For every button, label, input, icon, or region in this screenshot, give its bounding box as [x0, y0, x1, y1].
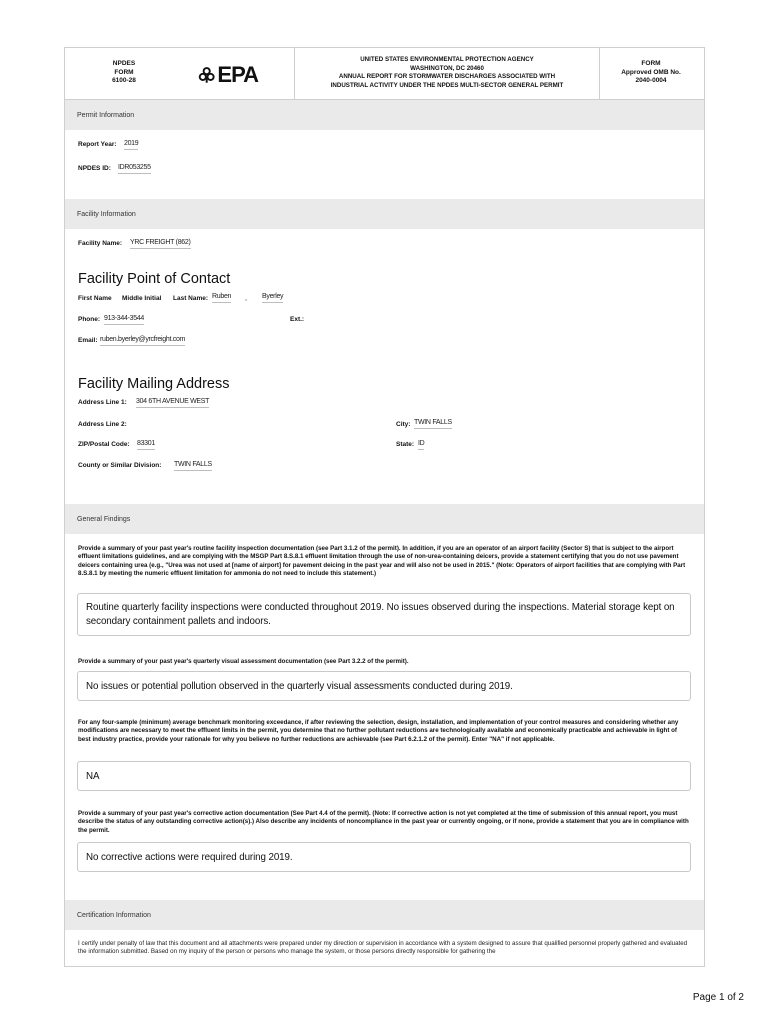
omb-line: FORM: [641, 60, 661, 68]
state-label: State:: [396, 441, 415, 448]
answer-inspection: Routine quarterly facility inspections were conducted throughout 2019. No issues observed during the inspections. Material storage kept on secondary containment pallets and indoors.: [77, 593, 691, 636]
section-title: General Findings: [77, 515, 131, 523]
question-inspection: Provide a summary of your past year's routine facility inspection documentation (see Part 3.1.2 of the permit). In addition, if you are an operator of an airport facility (Sector S) that is subject to the airport effluent limitations guidelines, and are complying with the MSGP Part 8.S.8.1 effluent limitation through the use of non-urea-containing deicers, provide a statement certifying that you do not use pavement deicers containing urea (e.g., "Urea was not used at [name of airport] for pavement deicing in the past year and will also not be used in 2015." (Note: Operators of airport facilities that are complying with Part 8.S.8.1 by meeting the numeric effluent limitation for ammonia do not need to include this statement.): [78, 545, 686, 578]
address-line1-value: 304 6TH AVENUE WEST: [136, 398, 209, 408]
section-title: Certification Information: [77, 911, 151, 919]
agency-line: ANNUAL REPORT FOR STORMWATER DISCHARGES ASSOCIATED WITH: [338, 73, 556, 80]
address-line2-label: Address Line 2:: [78, 421, 127, 428]
email-value: ruben.byerley@yrcfreight.com: [100, 336, 185, 346]
page-indicator: Page 1 of 2: [692, 992, 744, 1003]
answer-visual-assessment: No issues or potential pollution observed in the quarterly visual assessments conducted during 2019.: [77, 671, 691, 701]
section-title: Permit Information: [77, 111, 135, 119]
certification-header: [65, 900, 704, 930]
question-corrective-action: Provide a summary of your past year's corrective action documentation (See Part 4.4 of the permit). (Note: If corrective action is not yet completed at the time of submission of this annual report, you must describe the status of any outstanding corrective action(s).) Also describe any incidents of noncompliance in the past year or currently ongoing, or if none, provide a statement that you are in compliance with the permit.: [78, 810, 689, 834]
section-title: Facility Information: [77, 210, 136, 218]
form-id-line: FORM: [114, 68, 134, 76]
agency-line: UNITED STATES ENVIRONMENTAL PROTECTION AGENCY: [360, 56, 534, 63]
state-value: ID: [418, 440, 424, 450]
answer-benchmark: NA: [77, 761, 691, 791]
epa-flower-icon: [198, 66, 215, 84]
question-benchmark: For any four-sample (minimum) average benchmark monitoring exceedance, if after reviewing the selection, design, installation, and implementation of your control measures and considering whether any modifications are necessary to meet the effluent limits in the permit, you determine that no further pollutant reductions are technologically available and economically practicable and achievable in light of best industry practice, provide your rationale for why you believe no further reductions are achievable (see Part 6.2.1.2 of the permit). Enter "NA" if not applicable.: [78, 719, 679, 743]
phone-label: Phone:: [78, 316, 101, 323]
permit-info-header: [65, 100, 704, 130]
zip-label: ZIP/Postal Code:: [78, 441, 130, 448]
report-year-value: 2019: [124, 140, 138, 150]
facility-name-value: YRC FREIGHT (862): [130, 239, 191, 249]
omb-line: Approved OMB No.: [621, 68, 681, 76]
agency-line: WASHINGTON, DC 20460: [410, 64, 484, 72]
city-value: TWIN FALLS: [414, 419, 452, 429]
email-label: Email:: [78, 337, 98, 344]
contact-heading: Facility Point of Contact: [78, 271, 231, 287]
zip-value: 83301: [137, 440, 155, 450]
npdes-id-label: NPDES ID:: [78, 165, 111, 172]
first-name-label: First Name: [78, 295, 112, 302]
certification-text: I certify under penalty of law that this document and all attachments were prepared under my direction or supervision in accordance with a system designed to assure that qualified personnel properly gathered and evaluated the information submitted. Based on my inquiry of the person or persons who manage the system, or those persons directly responsible for gathering the: [78, 940, 688, 956]
ext-label: Ext.:: [290, 316, 305, 323]
question-visual-assessment: Provide a summary of your past year's quarterly visual assessment documentation (see Part 3.2.2 of the permit).: [78, 658, 409, 665]
facility-name-label: Facility Name:: [78, 240, 123, 247]
facility-info-header: [65, 199, 704, 229]
form-id-block: [64, 47, 184, 99]
report-year-label: Report Year:: [78, 141, 117, 148]
phone-value: 913-344-3544: [104, 315, 144, 325]
omb-line: 2040-0004: [635, 77, 667, 85]
form-id-line: NPDES: [112, 60, 136, 68]
county-label: County or Similar Division:: [78, 462, 162, 469]
form-id-line: 6100-28: [112, 77, 136, 85]
first-name-value: Ruben: [212, 293, 231, 303]
epa-logo: [198, 60, 258, 90]
omb-block: [598, 47, 704, 99]
npdes-id-value: IDR053255: [118, 164, 151, 174]
mailing-heading: Facility Mailing Address: [78, 376, 230, 392]
last-name-label: Last Name:: [173, 295, 209, 302]
form-header: [64, 47, 705, 99]
last-name-value: Byerley: [262, 293, 283, 303]
address-line1-label: Address Line 1:: [78, 399, 127, 406]
answer-corrective-action: No corrective actions were required during 2019.: [77, 842, 691, 872]
agency-line: INDUSTRIAL ACTIVITY UNDER THE NPDES MULTI-SECTOR GENERAL PERMIT: [330, 81, 564, 89]
county-value: TWIN FALLS: [174, 461, 212, 471]
city-label: City:: [396, 421, 411, 428]
epa-logo-text: EPA: [217, 62, 258, 87]
name-separator: ,: [245, 295, 247, 302]
middle-initial-label: Middle Initial: [122, 295, 162, 302]
general-findings-header: [65, 504, 704, 534]
agency-block: [294, 47, 600, 99]
